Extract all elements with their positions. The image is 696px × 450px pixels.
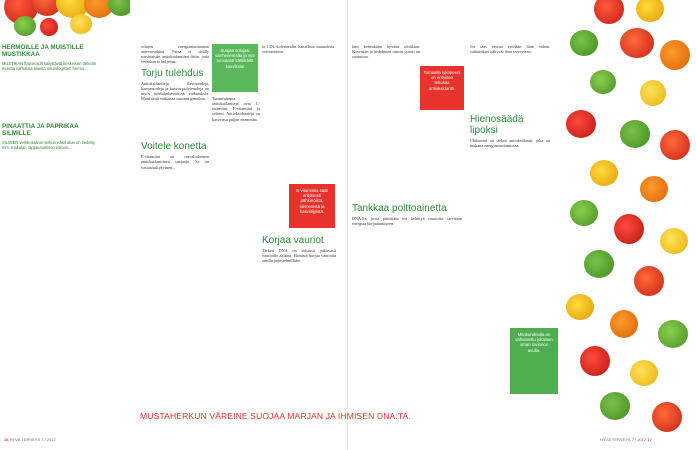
page-gutter xyxy=(347,0,349,450)
pepper-image xyxy=(590,160,618,186)
lemon-image xyxy=(630,360,658,386)
lemon-image xyxy=(640,80,666,106)
column-5 xyxy=(470,44,550,149)
column-4 xyxy=(352,44,420,59)
callout-box-red: E-vitamiinia saat erityisesti pähkinöistä, siemenistä ja kasviöljyistä. xyxy=(289,184,335,228)
col1-intro: solujen energiantuotannon aineenvaihtoa. Parsa ei sisälly varsinaisiin antioksidanttien lisiin, joita verenkierto kuljettaa. xyxy=(141,44,209,65)
lime-image xyxy=(108,0,130,16)
orange-image xyxy=(610,310,638,338)
tomato-image xyxy=(634,266,664,296)
col3-korjaa-text: Tärkeä DNA on soluissa jatkuvasti vaurioille alttiina. Elimistö korjaa vaurioita omilla järjestelmillään. xyxy=(262,248,336,264)
lime-image xyxy=(570,30,598,56)
tomato-image xyxy=(580,346,610,376)
broccoli-image xyxy=(570,200,598,226)
col2-intro: Tunnetuimpia antioksidantteja ovat C-vitamiini, E-vitamiini ja seleeni. Antioksidantteja on kasveissa paljon enemmän. xyxy=(212,96,260,122)
column-4b xyxy=(352,200,462,226)
tomato-image xyxy=(594,0,624,24)
orange-image xyxy=(640,176,668,202)
tomato-image xyxy=(566,110,596,138)
lemon-image xyxy=(70,14,92,34)
tomato-image xyxy=(620,28,654,58)
column-3 xyxy=(262,232,336,263)
column-2 xyxy=(212,96,260,122)
col2-body: ta LDL-kolesterolin haitallisia muutoksia verisuonissa. xyxy=(262,44,334,55)
sidebar-heading-2: PINAATTIA JA PAPRIKAA SILMILLE xyxy=(2,123,79,138)
lemon-image xyxy=(660,228,688,254)
callout-box-green-2: Mitokondrioita on vahvistettu jokaisen oman ravinnon avulla. xyxy=(510,328,558,394)
pepper-image xyxy=(636,0,664,22)
orange-image xyxy=(660,40,690,70)
column-1 xyxy=(141,44,209,170)
sidebar-paragraph-1: MUSTIKAN flavonoidit säilyttävät keskeisen tärkeän muistia varhaisia alueita neurologisten hermo... xyxy=(2,61,97,72)
col4-intro: kiin kenenkään hyvään olotilaan. Kasvisten ja hedelmien runsas syönti on suotuisaa. xyxy=(352,44,420,60)
col1-torju-text: Antioksidantteja, flavonoideja, karotenoideja ja kasvin polyfenoleja on myös tulehdushäiriöissä vaikutuksia. Moni tästä vaikuttaa suoraan geneihin. xyxy=(141,80,209,102)
heading-tankkaa-polttoainetta: Tankkaa polttoainetta xyxy=(352,203,447,214)
broccoli-image xyxy=(658,320,688,348)
col4-tankkaa-text: DNA:lla, jossa päivittäin voi kehittyä vaurioita, tarvitaan energiaa korjautumiseen. xyxy=(352,216,462,227)
tomato-image xyxy=(660,130,690,160)
heading-voitele-konetta: Voitele konetta xyxy=(141,141,207,153)
footer-right: HYVÄ TERVEYS 7 / 2012 17 xyxy=(600,437,652,442)
pull-quote-tagline: MUSTAHERKUN VÄREINE SUOJAA MARJAN JA IHMISEN DNA:TA. xyxy=(140,411,411,421)
broccoli-image xyxy=(590,70,616,94)
heading-korjaa-vauriot: Korjaa vauriot xyxy=(262,235,324,246)
footer-left: 16 HYVÄ TERVEYS 7 / 2012 xyxy=(4,437,56,442)
tomato-image xyxy=(652,402,682,432)
sidebar xyxy=(2,44,98,150)
callout-box-red-2: Tomaatin lykopeeni on erityisen tehokas antioksidantti. xyxy=(420,66,464,110)
broccoli-image xyxy=(14,16,36,36)
cherry-tomato-image xyxy=(40,18,58,36)
sidebar-heading-1: HERMOILLE JA MUISTILLE MUSTIKKAA xyxy=(2,44,84,58)
sidebar-paragraph-2: SILMIEN verkkokalvon terkun näkö alue on tiedetty mm. makulan rappeutumisen estoon... xyxy=(2,140,95,151)
column-2b xyxy=(262,44,334,54)
col5-intro: Jos taas rasvaa syödään liian vähän, vaikutukset näkyvät ihon terveyteen. xyxy=(470,44,550,55)
tomato-image xyxy=(614,214,644,244)
lime-image xyxy=(620,120,650,148)
pepper-image xyxy=(566,294,594,320)
lime-image xyxy=(584,250,614,278)
col1-voitele-text: E-vitamiini on rasvaliukoinen antioksidanttinen suojaaja. Se on vastustuskykyinen... xyxy=(141,154,209,170)
col5-hienosaada-text: Ubikinoni on tärkeä antioksidantti, joka on mukana energiantuotannossa. xyxy=(470,138,550,149)
heading-torju-tulehdus: Torju tulehdus xyxy=(141,67,204,79)
produce-photo-right xyxy=(560,0,696,450)
lime-image xyxy=(600,392,630,420)
heading-hienosaada-lipoksi: Hienosäädä lipoksi xyxy=(470,114,524,137)
produce-photo-top-left xyxy=(0,0,130,44)
callout-box-green: Suojaa solujasi vanhenemalta ja syö runsaasti värikkäitä kasviksia! xyxy=(212,44,258,92)
